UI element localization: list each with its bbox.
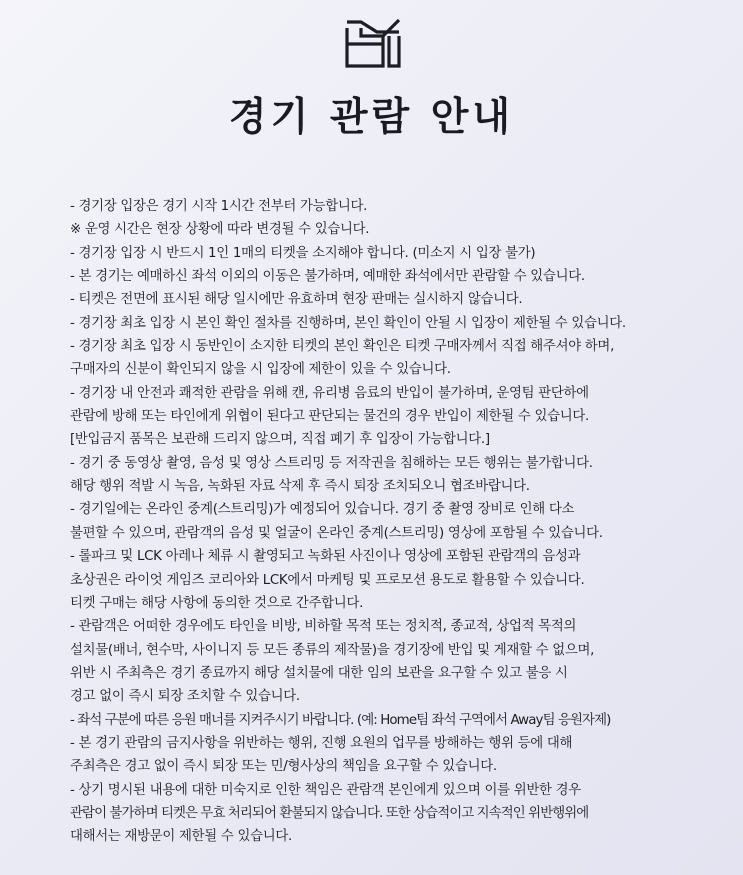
notice-line: - 롤파크 및 LCK 아레나 체류 시 촬영되고 녹화된 사진이나 영상에 포함된 관람객의 음성과 (70, 549, 581, 565)
notice-line: - 좌석 구분에 따른 응원 매너를 지켜주시기 바랍니다. (예: Home팀 좌석 구역에서 Away팀 응원자제) (70, 712, 611, 728)
notice-line: - 본 경기 관람의 금지사항을 위반하는 행위, 진행 요원의 업무를 방해하는 행위 등에 대해 (70, 735, 573, 751)
notice-line: 경고 없이 즉시 퇴장 조치할 수 있습니다. (70, 689, 300, 705)
notice-line: 설치물(배너, 현수막, 사이니지 등 모든 종류의 제작물)을 경기장에 반입 및 게재할 수 없으며, (70, 642, 595, 658)
notice-line: 초상권은 라이엇 게임즈 코리아와 LCK에서 마케팅 및 프로모션 용도로 활용할 수 있습니다. (70, 572, 585, 588)
notice-line: 구매자의 신분이 확인되지 않을 시 입장에 제한이 있을 수 있습니다. (70, 362, 451, 378)
notice-line: 불편할 수 있으며, 관람객의 음성 및 얼굴이 온라인 중계(스트리밍) 영상에 포함될 수 있습니다. (70, 525, 603, 541)
notice-line: - 상기 명시된 내용에 대한 미숙지로 인한 책임은 관람객 본인에게 있으며 이를 위반한 경우 (70, 782, 581, 798)
notice-line: 티켓 구매는 해당 사항에 동의한 것으로 간주합니다. (70, 595, 364, 611)
lck-logo-icon (343, 14, 403, 70)
notice-line: - 경기장 최초 입장 시 동반인이 소지한 티켓의 본인 확인은 티켓 구매자께서 직접 해주셔야 하며, (70, 339, 615, 355)
notice-line: - 경기장 내 안전과 쾌적한 관람을 위해 캔, 유리병 음료의 반입이 불가하며, 운영팀 판단하에 (70, 385, 589, 401)
notice-line: - 경기 중 동영상 촬영, 음성 및 영상 스트리밍 등 저작권을 침해하는 모든 행위는 불가합니다. (70, 455, 593, 471)
notice-line: - 본 경기는 예매하신 좌석 이외의 이동은 불가하며, 예매한 좌석에서만 관람할 수 있습니다. (70, 269, 585, 285)
notice-line: - 경기장 입장 시 반드시 1인 1매의 티켓을 소지해야 합니다. (미소지 시 입장 불가) (70, 245, 536, 261)
notice-line: [반입금지 품목은 보관해 드리지 않으며, 직접 폐기 후 입장이 가능합니다.] (70, 432, 490, 448)
notice-line: 관람이 불가하며 티켓은 무효 처리되어 환불되지 않습니다. 또한 상습적이고 지속적인 위반행위에 (70, 805, 589, 821)
notice-line: - 관람객은 어떠한 경우에도 타인을 비방, 비하할 목적 또는 정치적, 종교적, 상업적 목적의 (70, 619, 577, 635)
notice-list (70, 195, 720, 849)
notice-line: - 경기장 최초 입장 시 본인 확인 절차를 진행하며, 본인 확인이 안될 시 입장이 제한될 수 있습니다. (70, 315, 626, 331)
notice-line: 주최측은 경고 없이 즉시 퇴장 또는 민/형사상의 책임을 요구할 수 있습니다. (70, 759, 497, 775)
notice-line: ※ 운영 시간은 현장 상황에 따라 변경될 수 있습니다. (70, 222, 370, 238)
notice-line: 해당 행위 적발 시 녹음, 녹화된 자료 삭제 후 즉시 퇴장 조치되오니 협조바랍니다. (70, 479, 530, 495)
notice-line: - 경기장 입장은 경기 시작 1시간 전부터 가능합니다. (70, 199, 368, 214)
notice-line: - 경기일에는 온라인 중계(스트리밍)가 예정되어 있습니다. 경기 중 촬영 장비로 인해 다소 (70, 502, 575, 518)
notice-line: 관람에 방해 또는 타인에게 위협이 된다고 판단되는 물건의 경우 반입이 제한될 수 있습니다. (70, 409, 589, 425)
notice-line: 대해서는 재방문이 제한될 수 있습니다. (70, 829, 292, 845)
notice-line: - 티켓은 전면에 표시된 해당 일시에만 유효하며 현장 판매는 실시하지 않습니다. (70, 292, 523, 308)
page-title: 경기 관람 안내 (228, 95, 515, 140)
notice-line: 위반 시 주최측은 경기 종료까지 해당 설치물에 대한 임의 보관을 요구할 수 있고 불응 시 (70, 665, 568, 681)
